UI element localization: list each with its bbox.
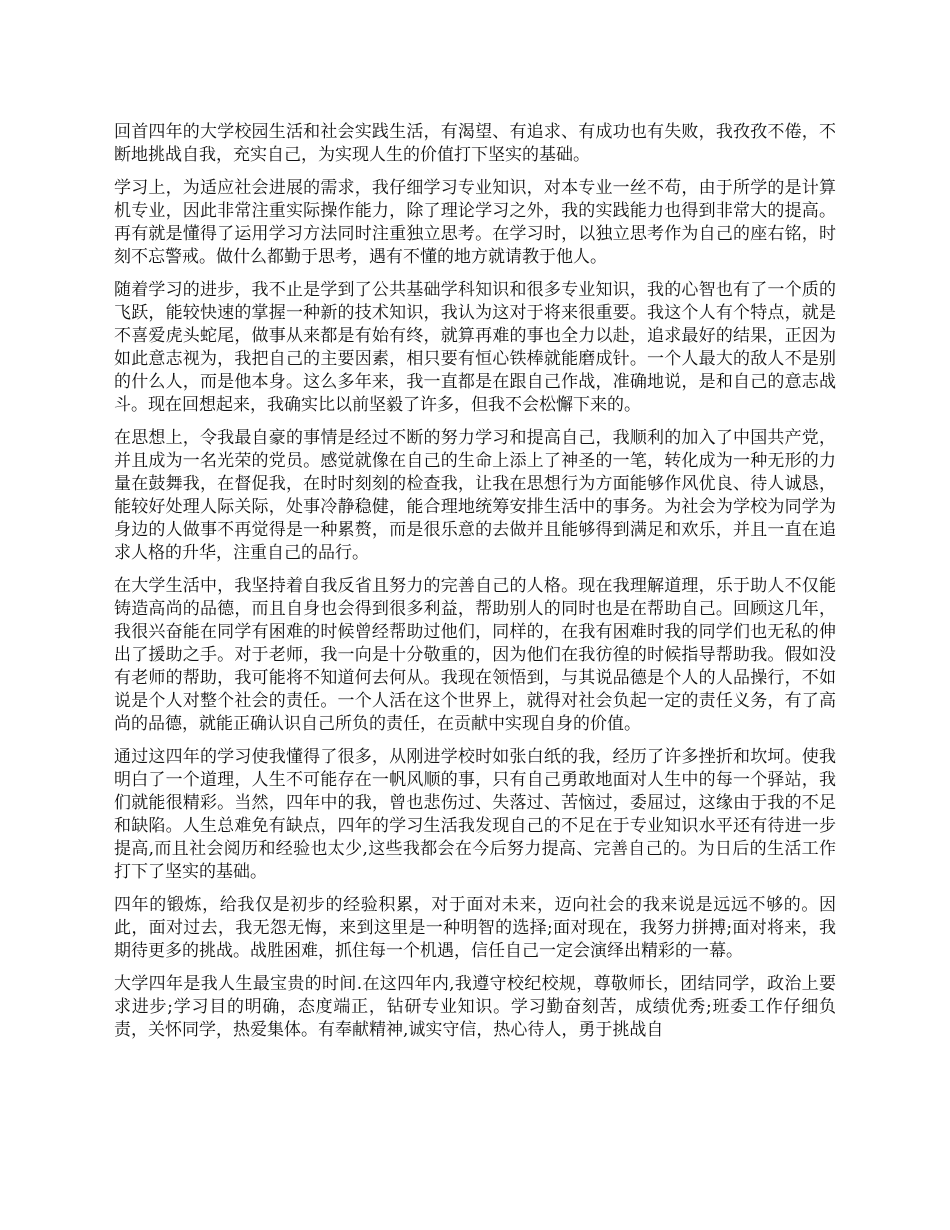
paragraph-8: 大学四年是我人生最宝贵的时间.在这四年内,我遵守校纪校规，尊敬师长，团结同学，政治上要求进步;学习目的明确，态度端正，钻研专业知识。学习勤奋刻苦，成绩优秀;班委工作仔细负责，关怀同学，热爱集体。有奉献精神,诚实守信，热心待人，勇于挑战自 <box>114 974 836 1040</box>
paragraph-6: 通过这四年的学习使我懂得了很多，从刚进学校时如张白纸的我，经历了许多挫折和坎坷。使我明白了一个道理，人生不可能存在一帆风顺的事，只有自己勇敢地面对人生中的每一个驿站，我们就能很精彩。当然，四年中的我，曾也悲伤过、失落过、苦恼过，委屈过，这缘由于我的不足和缺陷。人生总难免有缺点，四年的学习生活我发现自己的不足在于专业知识水平还有待进一步提高,而且社会阅历和经验也太少,这些我都会在今后努力提高、完善自己的。为日后的生活工作打下了坚实的基础。 <box>114 747 836 882</box>
paragraph-5: 在大学生活中，我坚持着自我反省且努力的完善自己的人格。现在我理解道理，乐于助人不仅能铸造高尚的品德，而且自身也会得到很多利益，帮助别人的同时也是在帮助自己。回顾这几年，我很兴奋能在同学有困难的时候曾经帮助过他们，同样的，在我有困难时我的同学们也无私的伸出了援助之手。对于老师，我一向是十分敬重的，因为他们在我彷徨的时候指导帮助我。假如没有老师的帮助，我可能将不知道何去何从。我现在领悟到，与其说品德是个人的人品操行，不如说是个人对整个社会的责任。一个人活在这个世界上，就得对社会负起一定的责任义务，有了高尚的品德，就能正确认识自己所负的责任，在贡献中实现自身的价值。 <box>114 576 836 734</box>
paragraph-4: 在思想上，令我最自豪的事情是经过不断的努力学习和提高自己，我顺利的加入了中国共产党，并且成为一名光荣的党员。感觉就像在自己的生命上添上了神圣的一笔，转化成为一种无形的力量在鼓舞我，在督促我，在时时刻刻的检查我，让我在思想行为方面能够作风优良、待人诚恳，能较好处理人际关际，处事冷静稳健，能合理地统筹安排生活中的事务。为社会为学校为同学为身边的人做事不再觉得是一种累赘，而是很乐意的去做并且能够得到满足和欢乐，并且一直在追求人格的升华，注重自己的品行。 <box>114 428 836 563</box>
document-body <box>114 121 836 1052</box>
paragraph-2: 学习上，为适应社会进展的需求，我仔细学习专业知识，对本专业一丝不苟，由于所学的是计算机专业，因此非常注重实际操作能力，除了理论学习之外，我的实践能力也得到非常大的提高。再有就是懂得了运用学习方法同时注重独立思考。在学习时，以独立思考作为自己的座右铭，时刻不忘警戒。做什么都勤于思考，遇有不懂的地方就请教于他人。 <box>114 178 836 267</box>
paragraph-3: 随着学习的进步，我不止是学到了公共基础学科知识和很多专业知识，我的心智也有了一个质的飞跃，能较快速的掌握一种新的技术知识，我认为这对于将来很重要。我这个人有个特点，就是不喜爱虎头蛇尾，做事从来都是有始有终，就算再难的事也全力以赴，追求最好的结果，正因为如此意志视为，我把自己的主要因素，相只要有恒心铁棒就能磨成针。一个人最大的敌人不是别的什么人，而是他本身。这么多年来，我一直都是在跟自己作战，准确地说，是和自己的意志战斗。现在回想起来，我确实比以前坚毅了许多，但我不会松懈下来的。 <box>114 280 836 415</box>
paragraph-7: 四年的锻炼，给我仅是初步的经验积累，对于面对未来，迈向社会的我来说是远远不够的。因此，面对过去，我无怨无悔，来到这里是一种明智的选择;面对现在，我努力拼搏;面对将来，我期待更多的挑战。战胜困难，抓住每一个机遇，信任自己一定会演绎出精彩的一幕。 <box>114 895 836 961</box>
paragraph-1: 回首四年的大学校园生活和社会实践生活，有渴望、有追求、有成功也有失败，我孜孜不倦，不断地挑战自我，充实自己，为实现人生的价值打下坚实的基础。 <box>114 122 836 165</box>
